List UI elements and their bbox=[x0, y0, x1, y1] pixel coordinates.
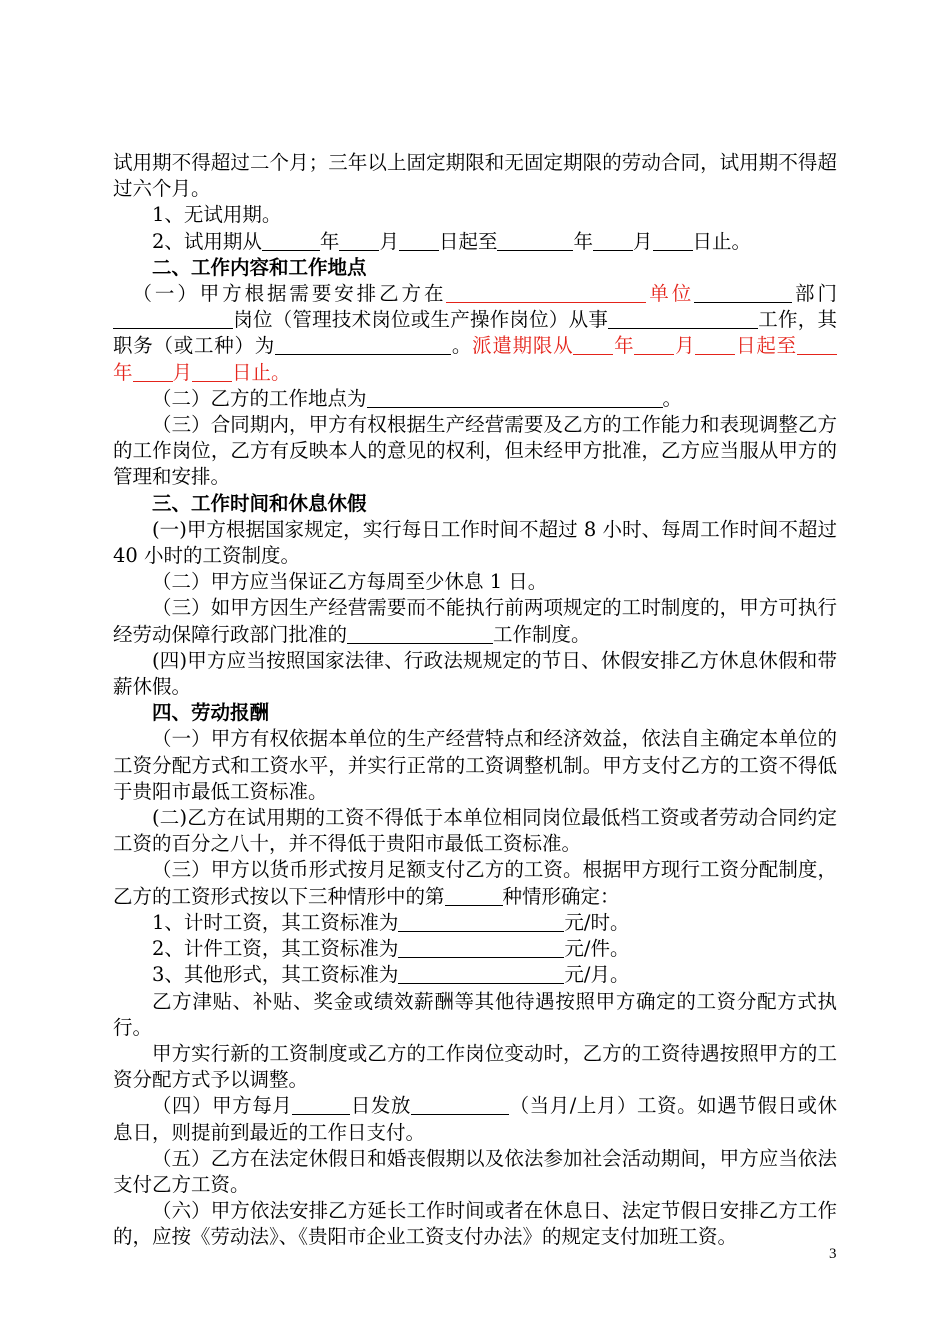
text: 月 bbox=[379, 229, 399, 253]
weekly-rest-clause bbox=[113, 569, 837, 595]
text: （三）合同期内，甲方有权根据生产经营需要及乙方的工作能力和表现调整乙方的工作岗位，乙方有反映本人的意见的权利，但未经甲方批准，乙方应当服从甲方的管理和安排。 bbox=[113, 413, 837, 489]
blank-line[interactable] bbox=[275, 335, 451, 356]
text: 日止。 bbox=[692, 229, 752, 253]
blank-line[interactable] bbox=[347, 623, 493, 644]
probation-period-item bbox=[113, 229, 837, 255]
text: 甲方实行新的工资制度或乙方的工作岗位变动时，乙方的工资待遇按照甲方的工资分配方式予以调整。 bbox=[113, 1041, 837, 1092]
blank-line[interactable] bbox=[367, 387, 663, 408]
contract-body bbox=[113, 150, 837, 1251]
blank-line[interactable] bbox=[292, 1095, 350, 1116]
text: 日发放 bbox=[350, 1094, 412, 1118]
wage-adjustment-clause bbox=[113, 1041, 837, 1093]
text: 月 bbox=[674, 334, 696, 358]
blank-line[interactable] bbox=[694, 283, 792, 304]
text: 种情形确定： bbox=[502, 884, 620, 908]
text: 工作制度。 bbox=[493, 622, 591, 646]
blank-line[interactable] bbox=[399, 230, 439, 251]
text: 1、计时工资，其工资标准为 bbox=[152, 910, 399, 934]
text: 。 bbox=[662, 386, 683, 410]
piece-wage-item bbox=[113, 936, 837, 962]
text: 月 bbox=[172, 360, 193, 384]
text: 2、计件工资，其工资标准为 bbox=[152, 937, 399, 961]
text: 1、无试用期。 bbox=[152, 203, 282, 227]
blank-line[interactable] bbox=[113, 309, 233, 330]
alternative-hours-clause bbox=[113, 595, 837, 647]
text: 2、试用期从 bbox=[152, 229, 262, 253]
payday-clause bbox=[113, 1093, 837, 1145]
blank-line[interactable] bbox=[593, 230, 633, 251]
text: 年 bbox=[113, 360, 133, 384]
blank-line[interactable] bbox=[634, 335, 674, 356]
blank-line[interactable] bbox=[398, 938, 564, 959]
page-number: 3 bbox=[829, 1246, 837, 1262]
blank-line[interactable] bbox=[497, 230, 573, 251]
text: 日起至 bbox=[438, 229, 498, 253]
wage-policy-clause bbox=[113, 726, 837, 805]
text: （六）甲方依法安排乙方延长工作时间或者在休息日、法定节假日安排乙方工作的，应按《劳动法》、《贵阳市企业工资支付办法》的规定支付加班工资。 bbox=[113, 1199, 837, 1249]
text: 。 bbox=[451, 334, 473, 358]
text: 岗位（管理技术岗位或生产操作岗位）从事 bbox=[233, 308, 609, 332]
text: （五）乙方在法定休假日和婚丧假期以及依法参加社会活动期间，甲方应当依法支付乙方工资。 bbox=[113, 1146, 837, 1196]
text: 日起至 bbox=[735, 334, 797, 358]
text: 单位 bbox=[646, 282, 695, 306]
overtime-pay-clause bbox=[113, 1198, 837, 1250]
blank-line[interactable] bbox=[398, 964, 564, 985]
text: （当月/上月）工资。如遇节假日或休息日，则提前到最近的工作日支付。 bbox=[113, 1094, 837, 1144]
text: 试用期不得超过二个月；三年以上固定期限和无固定期限的劳动合同，试用期不得超过六个月。 bbox=[113, 151, 837, 201]
text: 派遣期限从 bbox=[472, 334, 574, 358]
work-assignment-clause bbox=[113, 281, 837, 386]
section-heading-work-content: 二、工作内容和工作地点 bbox=[152, 255, 367, 279]
text: 工作，其职务（或工种）为 bbox=[113, 308, 837, 358]
section-heading-remuneration: 四、劳动报酬 bbox=[152, 701, 270, 725]
blank-line[interactable] bbox=[398, 911, 564, 932]
text: （三）甲方以货币形式按月足额支付乙方的工资。根据甲方现行工资分配制度，乙方的工资形式按以下三种情形中的第 bbox=[113, 858, 837, 908]
hourly-wage-item bbox=[113, 910, 837, 936]
text: 年 bbox=[613, 334, 635, 358]
holiday-clause bbox=[113, 648, 837, 700]
text: 元/件。 bbox=[564, 937, 630, 961]
text: 部门 bbox=[792, 282, 837, 306]
section-heading-working-hours: 三、工作时间和休息休假 bbox=[152, 491, 367, 515]
blank-line[interactable] bbox=[797, 335, 837, 356]
text: 月 bbox=[632, 229, 653, 253]
blank-line[interactable] bbox=[262, 230, 320, 251]
position-adjustment-clause bbox=[113, 412, 837, 491]
text: (一)甲方根据国家规定，实行每日工作时间不超过 8 小时、每周工作时间不超过 40 小时的工资制度。 bbox=[113, 517, 837, 568]
blank-line[interactable] bbox=[133, 361, 173, 382]
probation-limit-text bbox=[113, 150, 837, 202]
text: (二)乙方在试用期的工资不得低于本单位相同岗位最低档工资或者劳动合同约定工资的百分之八十，并不得低于贵阳市最低工资标准。 bbox=[113, 806, 837, 856]
work-location-clause bbox=[113, 386, 837, 412]
blank-line[interactable] bbox=[445, 885, 503, 906]
text: (四)甲方应当按照国家法律、行政法规规定的节日、休假安排乙方休息休假和带薪休假。 bbox=[113, 648, 837, 699]
text: （一）甲方根据需要安排乙方在 bbox=[132, 282, 447, 306]
text: （一）甲方有权依据本单位的生产经营特点和经济效益，依法自主确定本单位的工资分配方式和工资水平，并实行正常的工资调整机制。甲方支付乙方的工资不得低于贵阳市最低工资标准。 bbox=[113, 727, 837, 803]
blank-line[interactable] bbox=[695, 335, 735, 356]
allowance-clause bbox=[113, 989, 837, 1041]
blank-line[interactable] bbox=[446, 283, 646, 304]
text: 3、其他形式，其工资标准为 bbox=[152, 963, 399, 987]
text: 元/月。 bbox=[564, 963, 630, 987]
blank-line[interactable] bbox=[339, 230, 379, 251]
probation-wage-clause bbox=[113, 805, 837, 857]
blank-line[interactable] bbox=[653, 230, 693, 251]
working-hours-clause bbox=[113, 517, 837, 569]
blank-line[interactable] bbox=[573, 335, 613, 356]
text: 日止。 bbox=[232, 360, 291, 384]
no-probation-item bbox=[113, 202, 837, 228]
text: （四）甲方每月 bbox=[152, 1094, 293, 1118]
other-wage-item bbox=[113, 962, 837, 988]
text: （二）乙方的工作地点为 bbox=[152, 386, 367, 410]
blank-line[interactable] bbox=[608, 309, 758, 330]
text: 年 bbox=[573, 229, 593, 253]
blank-line[interactable] bbox=[411, 1095, 509, 1116]
text: 元/时。 bbox=[564, 910, 630, 934]
leave-pay-clause bbox=[113, 1146, 837, 1198]
text: （三）如甲方因生产经营需要而不能执行前两项规定的工时制度的，甲方可执行经劳动保障行政部门批准的 bbox=[113, 596, 837, 646]
text: 乙方津贴、补贴、奖金或绩效薪酬等其他待遇按照甲方确定的工资分配方式执行。 bbox=[113, 989, 837, 1039]
wage-form-clause bbox=[113, 857, 837, 909]
text: 年 bbox=[319, 229, 340, 253]
text: （二）甲方应当保证乙方每周至少休息 1 日。 bbox=[152, 570, 548, 594]
blank-line[interactable] bbox=[192, 361, 232, 382]
